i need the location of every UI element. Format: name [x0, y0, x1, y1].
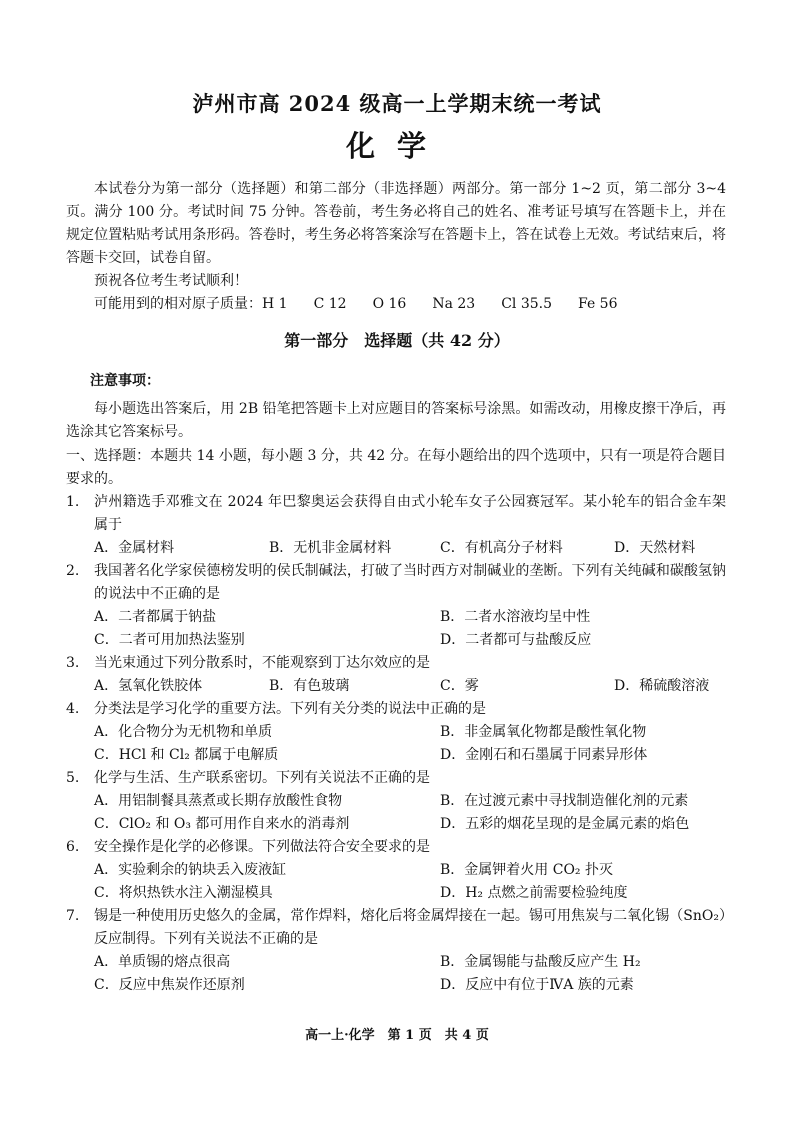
option-a: A．用铝制餐具蒸煮或长期存放酸性食物	[94, 793, 343, 809]
question-options	[94, 813, 726, 836]
option-b: B．金属钾着火用 CO₂ 扑灭	[440, 862, 613, 878]
question-options	[94, 744, 726, 767]
question-options	[94, 974, 726, 997]
atomic-mass-label: 可能用到的相对原子质量：	[94, 296, 262, 312]
atomic-mass-h: H 1	[262, 296, 288, 312]
question-text: 分类法是学习化学的重要方法。下列有关分类的说法中正确的是	[94, 701, 486, 717]
atomic-mass-fe: Fe 56	[578, 296, 618, 312]
question-text: 当光束通过下列分散系时，不能观察到丁达尔效应的是	[94, 655, 430, 671]
page-footer: 高一上·化学 第 1 页 共 4 页	[305, 1028, 489, 1043]
option-c: C．有机高分子材料	[440, 540, 563, 556]
option-c: C．将炽热铁水注入潮湿模具	[94, 885, 273, 901]
question-options	[94, 859, 726, 882]
question-options	[94, 675, 726, 698]
option-d: D．天然材料	[614, 540, 696, 556]
atomic-mass-o: O 16	[372, 296, 407, 312]
option-d: D．二者都可与盐酸反应	[440, 632, 592, 648]
question-4	[66, 698, 726, 767]
option-b: B．有色玻璃	[269, 678, 350, 694]
question-text: 锡是一种使用历史悠久的金属，常作焊料，熔化后将金属焊接在一起。锡可用焦炭与二氧化锡（SnO₂）反应制得。下列有关说法不正确的是	[94, 908, 726, 947]
question-text: 安全操作是化学的必修课。下列做法符合安全要求的是	[94, 839, 430, 855]
question-5	[66, 767, 726, 836]
option-c: C．雾	[440, 678, 479, 694]
option-d: D．五彩的烟花呈现的是金属元素的焰色	[440, 816, 690, 832]
exam-subject: 化学	[345, 129, 448, 163]
option-a: A．金属材料	[94, 540, 175, 556]
option-c: C．HCl 和 Cl₂ 都属于电解质	[94, 747, 279, 763]
question-number: 5.	[66, 770, 80, 786]
option-c: C．ClO₂ 和 O₃ 都可用作自来水的消毒剂	[94, 816, 350, 832]
question-number: 6.	[66, 839, 80, 855]
question-number: 3.	[66, 655, 80, 671]
question-2	[66, 560, 726, 652]
option-b: B．在过渡元素中寻找制造催化剂的元素	[440, 793, 689, 809]
option-d: D．稀硫酸溶液	[614, 678, 710, 694]
question-options	[94, 629, 726, 652]
atomic-mass-cl: Cl 35.5	[501, 296, 552, 312]
question-options	[94, 882, 726, 905]
question-options	[94, 721, 726, 744]
option-a: A．二者都属于钠盐	[94, 609, 217, 625]
question-options	[94, 537, 726, 560]
option-b: B．非金属氧化物都是酸性氧化物	[440, 724, 647, 740]
good-luck-line: 预祝各位考生考试顺利！	[94, 273, 248, 289]
question-options	[94, 790, 726, 813]
question-text: 化学与生活、生产联系密切。下列有关说法不正确的是	[94, 770, 430, 786]
atomic-mass-na: Na 23	[432, 296, 476, 312]
option-a: A．单质锡的熔点很高	[94, 954, 231, 970]
question-number: 2.	[66, 563, 80, 579]
option-d: D．H₂ 点燃之前需要检验纯度	[440, 885, 628, 901]
option-a: A．化合物分为无机物和单质	[94, 724, 273, 740]
notice-text: 每小题选出答案后，用 2B 铅笔把答题卡上对应题目的答案标号涂黑。如需改动，用橡皮擦干净后，再选涂其它答案标号。	[66, 401, 726, 440]
question-text: 泸州籍选手邓雅文在 2024 年巴黎奥运会获得自由式小轮车女子公园赛冠军。某小轮车的铝合金车架属于	[94, 494, 726, 533]
notice-heading: 注意事项：	[90, 373, 160, 389]
question-number: 7.	[66, 908, 80, 924]
option-c: C．二者可用加热法鉴别	[94, 632, 245, 648]
option-a: A．实验剩余的钠块丢入废液缸	[94, 862, 287, 878]
question-number: 4.	[66, 701, 80, 717]
part-instructions: 一、选择题：本题共 14 小题，每小题 3 分，共 42 分。在每小题给出的四个选项中，只有一项是符合题目要求的。	[66, 448, 726, 487]
question-text: 我国著名化学家侯德榜发明的侯氏制碱法，打破了当时西方对制碱业的垄断。下列有关纯碱和碳酸氢钠的说法中不正确的是	[94, 563, 726, 602]
question-number: 1.	[66, 494, 80, 510]
option-a: A．氢氧化铁胶体	[94, 678, 203, 694]
option-c: C．反应中焦炭作还原剂	[94, 977, 245, 993]
section-title: 第一部分 选择题（共 42 分）	[284, 331, 510, 350]
question-1	[66, 491, 726, 560]
atomic-mass-line	[66, 293, 726, 316]
option-b: B．二者水溶液均呈中性	[440, 609, 591, 625]
question-3	[66, 652, 726, 698]
question-options	[94, 951, 726, 974]
exam-title: 泸州市高 2024 级高一上学期末统一考试	[192, 91, 602, 116]
question-6	[66, 836, 726, 905]
exam-instructions	[66, 178, 726, 316]
question-options	[94, 606, 726, 629]
option-d: D．反应中有位于ⅣA 族的元素	[440, 977, 634, 993]
option-b: B．金属锡能与盐酸反应产生 H₂	[440, 954, 641, 970]
option-b: B．无机非金属材料	[269, 540, 392, 556]
question-7	[66, 905, 726, 997]
instructions-paragraph: 本试卷分为第一部分（选择题）和第二部分（非选择题）两部分。第一部分 1~2 页，第二部分 3~4 页。满分 100 分。考试时间 75 分钟。答卷前，考生务必将自己的姓名、准考证号填写在答题卡上，并在规定位置粘贴考试用条形码。答卷时，考生务必将答案涂写在答题卡上，答在试卷上无效。考试结束后，将答题卡交回，试卷自留。	[66, 181, 726, 266]
atomic-mass-c: C 12	[313, 296, 347, 312]
option-d: D．金刚石和石墨属于同素异形体	[440, 747, 648, 763]
